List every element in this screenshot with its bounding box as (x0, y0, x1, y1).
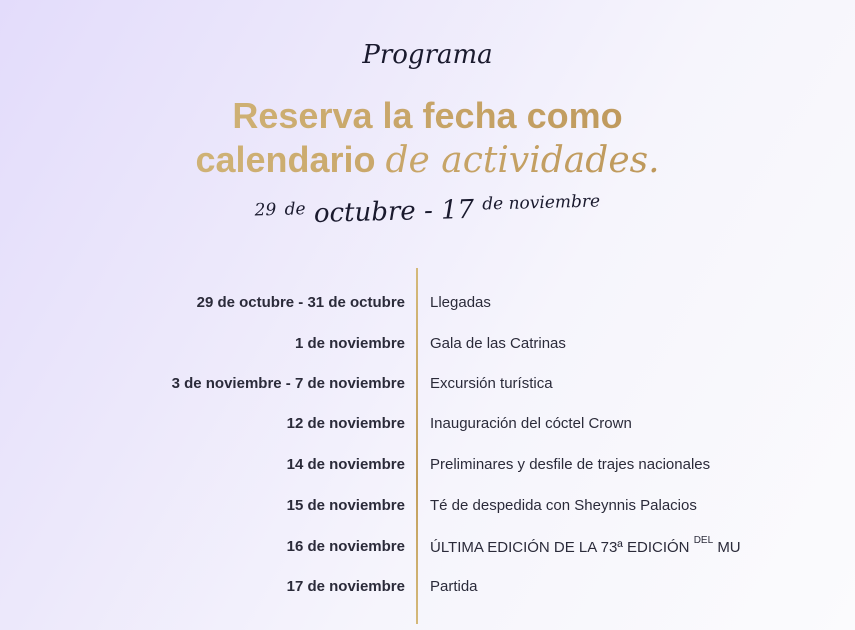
timeline-divider (416, 268, 418, 624)
schedule-event: Partida (430, 578, 478, 595)
schedule-date: 3 de noviembre - 7 de noviembre (171, 375, 405, 392)
schedule-row (0, 415, 855, 437)
schedule-event: Gala de las Catrinas (430, 335, 566, 352)
schedule-row (0, 375, 855, 397)
schedule-row (0, 294, 855, 316)
schedule-row (0, 456, 855, 478)
schedule-event: Llegadas (430, 294, 491, 311)
headline-plain: calendario (195, 139, 386, 180)
date-start-month: octubre (313, 196, 417, 229)
schedule-event-main: ÚLTIMA EDICIÓN DE LA 73ª EDICIÓN (430, 539, 690, 556)
schedule-date: 16 de noviembre (286, 538, 405, 555)
headline-line-2 (0, 138, 855, 183)
schedule-row (0, 497, 855, 519)
schedule-date: 12 de noviembre (286, 415, 405, 432)
section-eyebrow: Programa (362, 40, 493, 70)
schedule-event: Inauguración del cóctel Crown (430, 415, 632, 432)
date-dash: - (423, 195, 434, 227)
schedule-row (0, 335, 855, 357)
schedule-event-sup: DEL (693, 535, 714, 546)
schedule-event-tail: MU (717, 539, 741, 556)
date-range (0, 185, 855, 237)
schedule-date: 29 de octubre - 31 de octubre (196, 294, 405, 311)
schedule-event: Excursión turística (430, 375, 553, 392)
schedule-date: 15 de noviembre (286, 497, 405, 514)
date-end-day: 17 (440, 194, 475, 226)
page-headline (0, 94, 855, 183)
date-start-de: de (284, 199, 306, 220)
schedule-event: Té de despedida con Sheynnis Palacios (430, 497, 697, 514)
headline-line-1: Reserva la fecha como (232, 95, 623, 136)
schedule-row (0, 578, 855, 600)
schedule-date: 14 de noviembre (286, 456, 405, 473)
date-end-month: de noviembre (482, 191, 601, 215)
schedule-date: 17 de noviembre (286, 578, 405, 595)
schedule-event: Preliminares y desfile de trajes nacionales (430, 456, 711, 473)
schedule-date: 1 de noviembre (294, 335, 405, 352)
schedule-event (430, 535, 741, 556)
headline-italic: de actividades. (385, 140, 660, 181)
date-start-day: 29 (254, 199, 277, 221)
schedule-row (0, 535, 855, 560)
